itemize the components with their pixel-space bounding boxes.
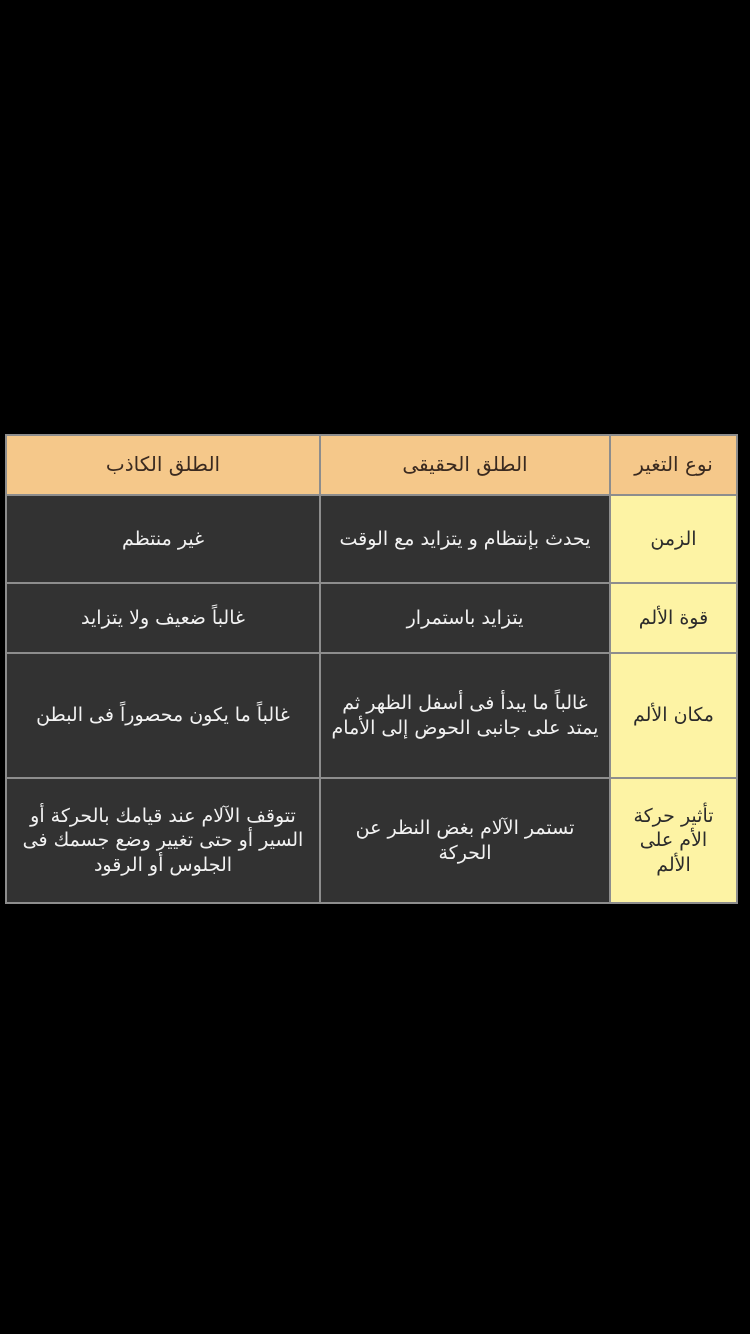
false-labor-cell: تتوقف الآلام عند قيامك بالحركة أو السير أو حتى تغيير وضع جسمك فى الجلوس أو الرقود xyxy=(6,778,320,903)
header-true-labor: الطلق الحقيقى xyxy=(320,435,610,495)
table-row xyxy=(6,495,737,583)
comparison-table-container xyxy=(5,434,736,900)
table-header-row xyxy=(6,435,737,495)
false-labor-cell: غالباً ضعيف ولا يتزايد xyxy=(6,583,320,653)
labor-comparison-table xyxy=(5,434,738,904)
true-labor-cell: غالباً ما يبدأ فى أسفل الظهر ثم يمتد على جانبى الحوض إلى الأمام xyxy=(320,653,610,778)
row-label: الزمن xyxy=(610,495,737,583)
true-labor-cell: تستمر الآلام بغض النظر عن الحركة xyxy=(320,778,610,903)
false-labor-cell: غالباً ما يكون محصوراً فى البطن xyxy=(6,653,320,778)
table-row xyxy=(6,778,737,903)
header-change-type: نوع التغير xyxy=(610,435,737,495)
table-row xyxy=(6,583,737,653)
header-false-labor: الطلق الكاذب xyxy=(6,435,320,495)
row-label: قوة الألم xyxy=(610,583,737,653)
true-labor-cell: يحدث بإنتظام و يتزايد مع الوقت xyxy=(320,495,610,583)
row-label: مكان الألم xyxy=(610,653,737,778)
true-labor-cell: يتزايد باستمرار xyxy=(320,583,610,653)
row-label: تأثير حركة الأم على الألم xyxy=(610,778,737,903)
table-row xyxy=(6,653,737,778)
false-labor-cell: غير منتظم xyxy=(6,495,320,583)
